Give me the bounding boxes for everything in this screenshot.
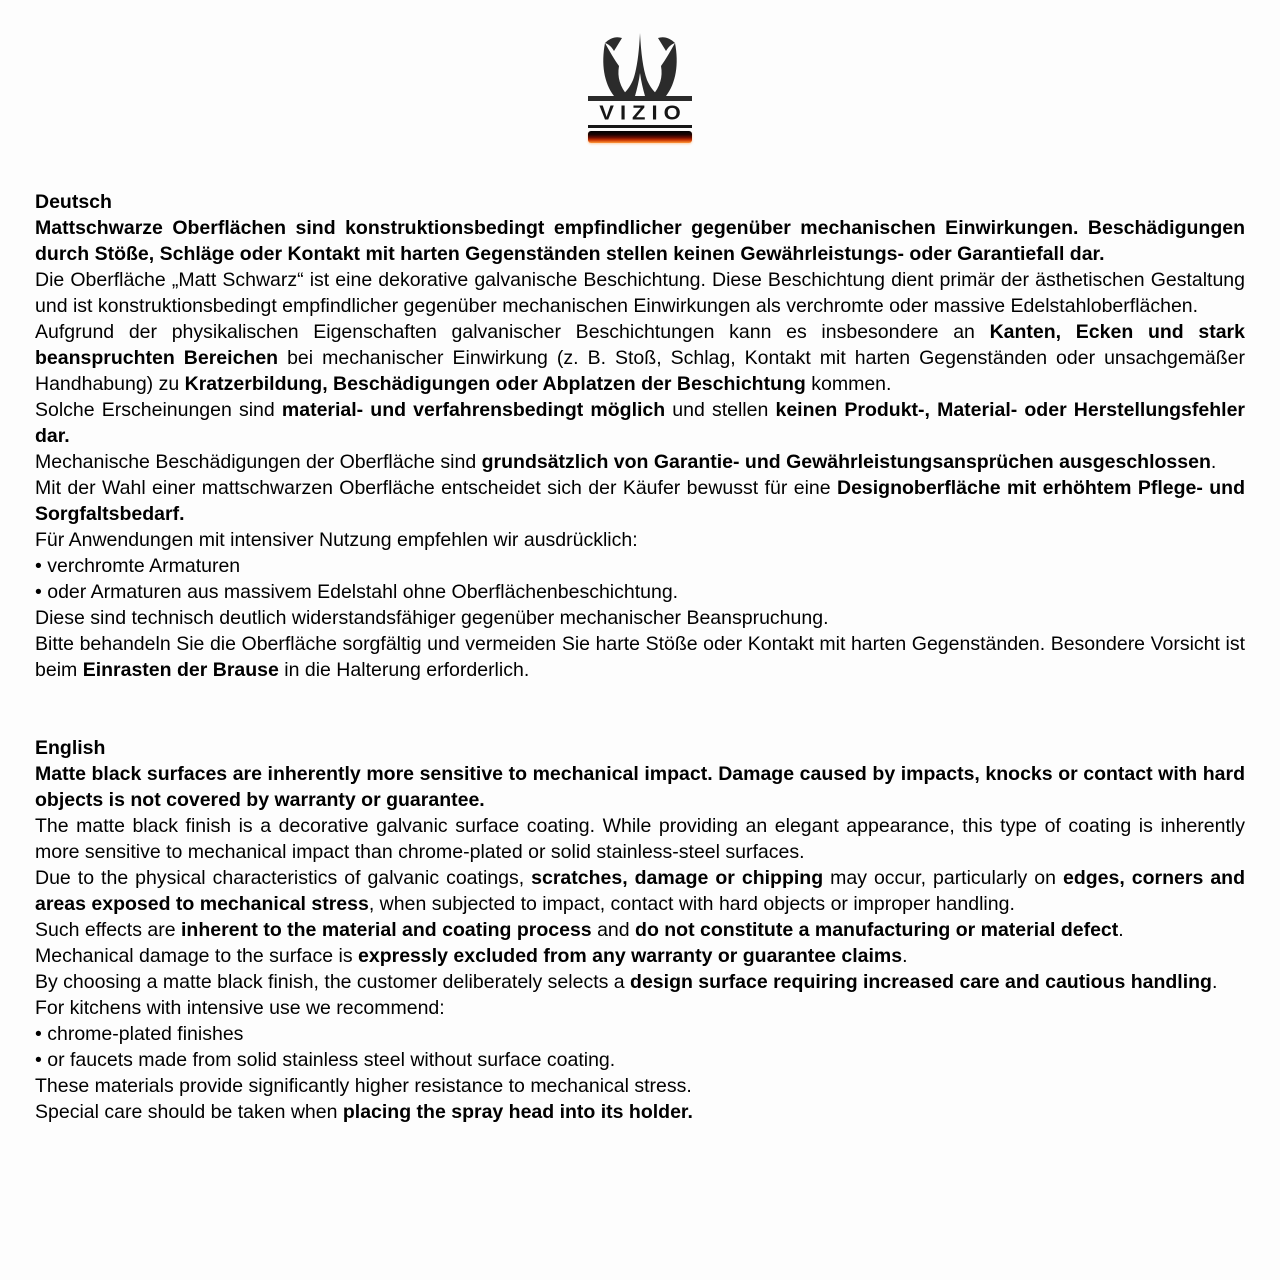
paragraph-en-recommendation-intro: For kitchens with intensive use we recommend:: [35, 997, 445, 1019]
section-heading-english: English: [35, 737, 106, 759]
paragraph-en-warranty-bold: Matte black surfaces are inherently more sensitive to mechanical impact. Damage caused by impacts, knocks or contact with hard objects is not covered by warranty or guarantee.: [35, 763, 1245, 811]
paragraph-en-excluded-from-warranty: Mechanical damage to the surface is expressly excluded from any warranty or guarantee claims.: [35, 945, 908, 967]
vizio-logo: [588, 33, 692, 143]
paragraph-en-coating-description: The matte black finish is a decorative galvanic surface coating. While providing an elegant appearance, this type of coating is inherently more sensitive to mechanical impact than chrome-plated or solid stainless-steel surfaces.: [35, 815, 1245, 863]
paragraph-de-resistance: Diese sind technisch deutlich widerstandsfähiger gegenüber mechanischer Beanspruchung.: [35, 607, 829, 629]
brand-name: VIZIO: [599, 101, 687, 125]
bullet-en-chrome: • chrome-plated finishes: [35, 1023, 244, 1045]
paragraph-de-recommendation-intro: Für Anwendungen mit intensiver Nutzung empfehlen wir ausdrücklich:: [35, 529, 638, 551]
paragraph-en-customer-choice: By choosing a matte black finish, the customer deliberately selects a design surface requiring increased care and cautious handling.: [35, 971, 1218, 993]
paragraph-de-excluded-from-warranty: Mechanische Beschädigungen der Oberfläche sind grundsätzlich von Garantie- und Gewährleistungsansprüchen ausgeschlossen.: [35, 451, 1217, 473]
section-heading-german: Deutsch: [35, 191, 112, 213]
english-section: [35, 735, 1245, 1125]
paragraph-en-physical-characteristics: Due to the physical characteristics of galvanic coatings, scratches, damage or chipping may occur, particularly on edges, corners and areas exposed to mechanical stress, when subjected to impact, contact with hard objects or improper handling.: [35, 867, 1245, 915]
vizio-crown-icon: [588, 33, 692, 101]
bullet-de-stainless: • oder Armaturen aus massivem Edelstahl ohne Oberflächenbeschichtung.: [35, 581, 679, 603]
paragraph-de-no-defect: Solche Erscheinungen sind material- und verfahrensbedingt möglich und stellen keinen Produkt-, Material- oder Herstellungsfehler dar.: [35, 399, 1246, 447]
paragraph-en-resistance: These materials provide significantly higher resistance to mechanical stress.: [35, 1075, 692, 1097]
paragraph-en-no-defect: Such effects are inherent to the material and coating process and do not constitute a manufacturing or material defect.: [35, 919, 1124, 941]
german-section: [35, 189, 1245, 683]
paragraph-en-care-advice: Special care should be taken when placing the spray head into its holder.: [35, 1101, 693, 1123]
paragraph-de-warranty-bold: Mattschwarze Oberflächen sind konstruktionsbedingt empfindlicher gegenüber mechanischen Einwirkungen. Beschädigungen durch Stöße, Schläge oder Kontakt mit harten Gegenständen stellen keinen Gewährleistungs- oder Garantiefall dar.: [35, 217, 1245, 265]
paragraph-de-care-advice: Bitte behandeln Sie die Oberfläche sorgfältig und vermeiden Sie harte Stöße oder Kontakt mit harten Gegenständen. Besondere Vorsicht ist beim Einrasten der Brause in die Halterung erforderlich.: [35, 633, 1245, 681]
paragraph-de-physical-characteristics: Aufgrund der physikalischen Eigenschaften galvanischer Beschichtungen kann es insbesondere an Kanten, Ecken und stark beanspruchten Bereichen bei mechanischer Einwirkung (z. B. Stoß, Schlag, Kontakt mit harten Gegenständen oder unsachgemäßer Handhabung) zu Kratzerbildung, Beschädigungen oder Abplatzen der Beschichtung kommen.: [35, 321, 1246, 395]
brand-underline: [588, 125, 692, 128]
flag-gradient-bar: [588, 131, 692, 143]
bullet-de-chrome: • verchromte Armaturen: [35, 555, 241, 577]
paragraph-de-coating-description: Die Oberfläche „Matt Schwarz“ ist eine dekorative galvanische Beschichtung. Diese Beschichtung dient primär der ästhetischen Gestaltung und ist konstruktionsbedingt empfindlicher gegenüber mechanischen Einwirkungen als verchromte oder massive Edelstahloberflächen.: [35, 269, 1245, 317]
paragraph-de-customer-choice: Mit der Wahl einer mattschwarzen Oberfläche entscheidet sich der Käufer bewusst für eine Designoberfläche mit erhöhtem Pflege- und Sorgfaltsbedarf.: [35, 477, 1245, 525]
bullet-en-stainless: • or faucets made from solid stainless steel without surface coating.: [35, 1049, 616, 1071]
